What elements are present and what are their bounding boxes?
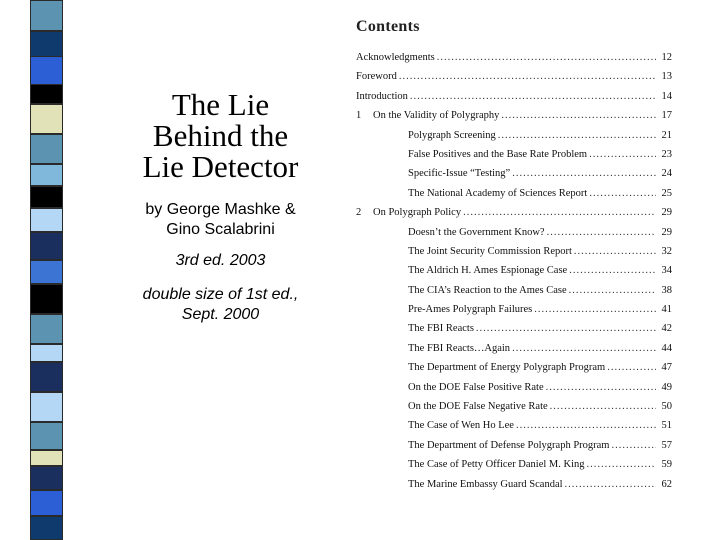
toc-dot-leader (501, 110, 656, 121)
stripe-block (30, 84, 63, 104)
toc-entry-page: 34 (661, 265, 672, 277)
authors (118, 200, 323, 240)
toc-entry-page: 14 (661, 90, 672, 102)
toc-entry-label: The CIA’s Reaction to the Ames Case (408, 284, 567, 296)
authors-line-1: by George Mashke & (145, 201, 296, 218)
toc-entry (356, 401, 672, 420)
title-line-2: Behind the (152, 118, 289, 153)
toc-dot-leader (574, 246, 656, 257)
toc-entry (356, 130, 672, 149)
toc-dot-leader (589, 188, 656, 199)
toc-entry-page: 25 (661, 187, 672, 199)
toc-entry (356, 168, 672, 187)
toc-entry (356, 304, 672, 323)
stripe-block (30, 362, 63, 392)
note-line-1: double size of 1st ed., (142, 286, 299, 303)
toc-entry-label: The Aldrich H. Ames Espionage Case (408, 265, 568, 277)
toc-entry-page: 47 (661, 362, 672, 374)
toc-entry-page: 24 (661, 168, 672, 180)
toc-entry-label: Specific-Issue “Testing” (408, 168, 511, 180)
stripe-block (30, 284, 63, 314)
toc-dot-leader (569, 265, 656, 276)
toc-entry (356, 265, 672, 284)
toc-dot-leader (546, 382, 656, 393)
toc-dot-leader (550, 401, 656, 412)
stripe-block (30, 164, 63, 186)
toc-entry-page: 50 (661, 401, 672, 413)
toc-entry-label: The Case of Wen Ho Lee (408, 420, 514, 432)
toc-entry-label: The Case of Petty Officer Daniel M. King (408, 459, 585, 471)
toc-dot-leader (516, 420, 656, 431)
toc-entry-label: Introduction (356, 90, 408, 102)
toc-entry-number: 2 (356, 207, 362, 219)
stripe-block (30, 232, 63, 260)
toc-entry (356, 207, 672, 226)
stripe-block (30, 450, 63, 466)
toc-dot-leader (437, 52, 656, 63)
slide-title (118, 89, 323, 182)
toc-entry (356, 149, 672, 168)
stripe-block (30, 466, 63, 490)
toc-entry (356, 323, 672, 342)
toc-entry-page: 32 (661, 245, 672, 257)
toc-entry-page: 42 (661, 323, 672, 335)
toc-entry-page: 44 (661, 342, 672, 354)
toc-list (356, 52, 672, 498)
toc-entry-label: On the DOE False Negative Rate (408, 401, 548, 413)
stripe-block (30, 260, 63, 284)
toc-entry-page: 38 (661, 284, 672, 296)
stripe-block (30, 344, 63, 362)
stripe-block (30, 0, 63, 31)
stripe-block (30, 490, 63, 516)
toc-entry (356, 91, 672, 110)
toc-entry-label: Doesn’t the Government Know? (408, 226, 545, 238)
toc-entry-page: 12 (661, 52, 672, 63)
toc-entry (356, 459, 672, 478)
toc-entry-page: 62 (661, 478, 672, 490)
toc-dot-leader (607, 362, 656, 373)
stripe-block (30, 422, 63, 450)
toc-entry-page: 57 (661, 439, 672, 451)
stripe-block (30, 392, 63, 422)
toc-entry-label: Polygraph Screening (408, 129, 496, 141)
toc-entry (356, 382, 672, 401)
toc-entry (356, 440, 672, 459)
toc-dot-leader (569, 285, 656, 296)
toc-entry (356, 71, 672, 90)
toc-entry (356, 479, 672, 498)
toc-entry-page: 49 (661, 381, 672, 393)
stripe-block (30, 104, 63, 134)
toc-entry-page: 23 (661, 148, 672, 160)
toc-entry-label: The National Academy of Sciences Report (408, 187, 588, 199)
authors-line-2: Gino Scalabrini (166, 221, 275, 238)
stripe-block (30, 314, 63, 344)
toc-entry-number: 1 (356, 110, 362, 122)
toc-entry (356, 343, 672, 362)
toc-dot-leader (476, 323, 656, 334)
toc-entry-page: 51 (661, 420, 672, 432)
toc-entry-label: The Department of Defense Polygraph Program (408, 439, 610, 451)
toc-entry-label: The Department of Energy Polygraph Program (408, 362, 606, 374)
stripe-block (30, 186, 63, 208)
toc-entry-label: On the DOE False Positive Rate (408, 381, 544, 393)
note-line-2: Sept. 2000 (181, 306, 260, 323)
toc-entry-label: The Marine Embassy Guard Scandal (408, 478, 563, 490)
toc-heading: Contents (356, 18, 420, 35)
toc-entry-label: The FBI Reacts (408, 323, 474, 335)
title-line-1: The Lie (171, 87, 270, 122)
toc-entry (356, 110, 672, 129)
toc-entry (356, 227, 672, 246)
edition-text: 3rd ed. 2003 (175, 252, 266, 269)
toc-entry-label: The FBI Reacts…Again (408, 342, 511, 354)
decorative-stripe (0, 0, 63, 540)
toc-entry (356, 246, 672, 265)
toc-entry (356, 52, 672, 71)
toc-entry (356, 285, 672, 304)
stripe-block (30, 56, 63, 87)
toc-entry-label: Foreword (356, 71, 397, 83)
toc-entry-label: False Positives and the Base Rate Problem (408, 148, 588, 160)
toc-dot-leader (587, 459, 656, 470)
toc-entry-label: On Polygraph Policy (373, 207, 462, 219)
toc-dot-leader (512, 343, 656, 354)
stripe-block (30, 208, 63, 232)
toc-dot-leader (565, 479, 656, 490)
toc-entry (356, 362, 672, 381)
toc-entry-page: 41 (661, 304, 672, 316)
toc-dot-leader (463, 207, 656, 218)
toc-entry-page: 13 (661, 71, 672, 83)
toc-entry (356, 188, 672, 207)
toc-entry-label: On the Validity of Polygraphy (373, 110, 500, 122)
toc-entry-page: 59 (661, 459, 672, 471)
toc-dot-leader (611, 440, 656, 451)
title-line-3: Lie Detector (142, 149, 299, 184)
toc-entry-label: Pre-Ames Polygraph Failures (408, 304, 533, 316)
toc-dot-leader (498, 130, 656, 141)
toc-entry-label: The Joint Security Commission Report (408, 245, 572, 257)
toc-entry-page: 29 (661, 226, 672, 238)
toc-entry-page: 17 (661, 110, 672, 122)
toc-entry-page: 29 (661, 207, 672, 219)
stripe-block (30, 516, 63, 540)
toc-entry (356, 420, 672, 439)
table-of-contents (356, 18, 672, 498)
toc-dot-leader (410, 91, 656, 102)
toc-dot-leader (547, 227, 656, 238)
stripe-block (30, 134, 63, 164)
toc-dot-leader (512, 168, 656, 179)
toc-dot-leader (534, 304, 656, 315)
toc-dot-leader (399, 71, 656, 82)
edition-note (118, 285, 323, 325)
toc-entry-page: 21 (661, 129, 672, 141)
toc-entry-label: Acknowledgments (356, 52, 435, 63)
toc-dot-leader (589, 149, 656, 160)
